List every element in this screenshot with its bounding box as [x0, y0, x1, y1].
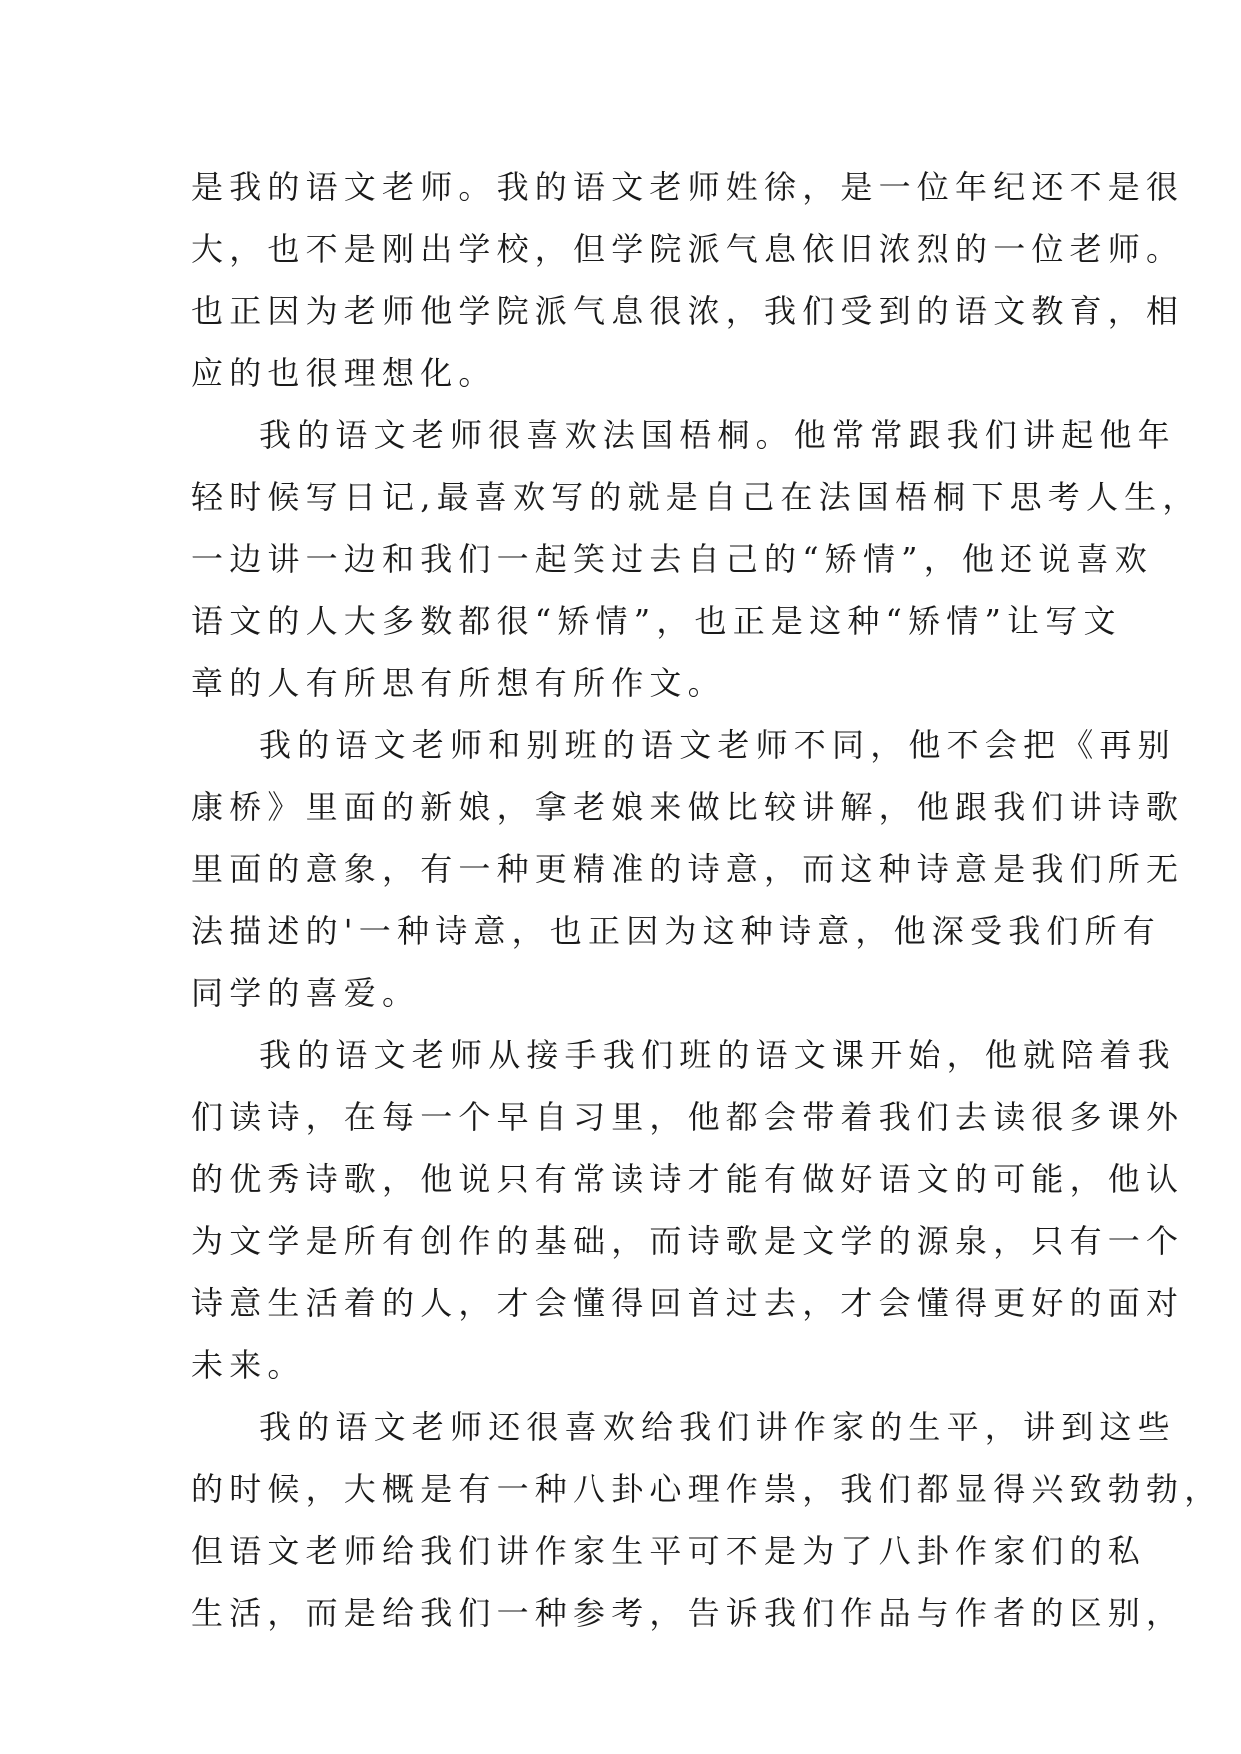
text-line: 的优秀诗歌，他说只有常读诗才能有做好语文的可能，他认: [191, 1160, 1185, 1198]
text-line: 一边讲一边和我们一起笑过去自己的“矫情”，他还说喜欢: [191, 540, 1153, 578]
text-line: 语文的人大多数都很“矫情”，也正是这种“矫情”让写文: [191, 602, 1122, 640]
text-line: 应的也很理想化。: [191, 354, 497, 392]
text-line: 也正因为老师他学院派气息很浓，我们受到的语文教育，相: [191, 292, 1185, 330]
text-line: 为文学是所有创作的基础，而诗歌是文学的源泉，只有一个: [191, 1222, 1185, 1260]
paragraph-first-line: 我的语文老师还很喜欢给我们讲作家的生平，讲到这些: [259, 1408, 1176, 1446]
text-line: 但语文老师给我们讲作家生平可不是为了八卦作家们的私: [191, 1532, 1147, 1570]
paragraph-first-line: 我的语文老师很喜欢法国梧桐。他常常跟我们讲起他年: [259, 416, 1176, 454]
text-line: 章的人有所思有所想有所作文。: [191, 664, 726, 702]
body-text: [191, 156, 1223, 1644]
text-line: 大，也不是刚出学校，但学院派气息依旧浓烈的一位老师。: [191, 230, 1185, 268]
text-line: 康桥》里面的新娘，拿老娘来做比较讲解，他跟我们讲诗歌: [191, 788, 1185, 826]
text-line: 法描述的'一种诗意，也正因为这种诗意，他深受我们所有: [191, 912, 1161, 950]
text-line: 是我的语文老师。我的语文老师姓徐，是一位年纪还不是很: [191, 168, 1185, 206]
paragraph-first-line: 我的语文老师从接手我们班的语文课开始，他就陪着我: [259, 1036, 1176, 1074]
text-line: 里面的意象，有一种更精准的诗意，而这种诗意是我们所无: [191, 850, 1185, 888]
text-line: 们读诗，在每一个早自习里，他都会带着我们去读很多课外: [191, 1098, 1185, 1136]
text-line: 同学的喜爱。: [191, 974, 421, 1012]
paragraph-first-line: 我的语文老师和别班的语文老师不同，他不会把《再别: [259, 726, 1176, 764]
text-line: 的时候，大概是有一种八卦心理作祟，我们都显得兴致勃勃，: [191, 1470, 1223, 1508]
text-line: 生活，而是给我们一种参考，告诉我们作品与作者的区别，: [191, 1594, 1185, 1632]
text-line: 诗意生活着的人，才会懂得回首过去，才会懂得更好的面对: [191, 1284, 1185, 1322]
text-line: 未来。: [191, 1346, 306, 1384]
text-line: 轻时候写日记,最喜欢写的就是自己在法国梧桐下思考人生，: [191, 478, 1201, 516]
